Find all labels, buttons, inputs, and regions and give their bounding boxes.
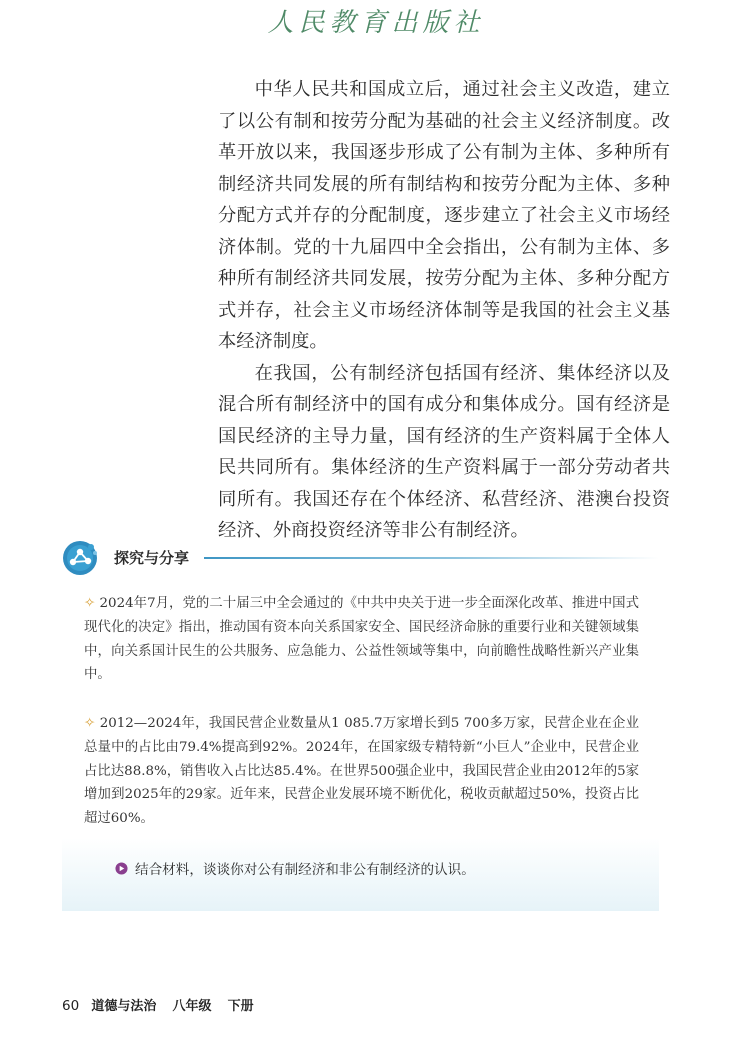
publisher-logo: 人民教育出版社: [267, 8, 485, 38]
material-1-text: 2024年7月，党的二十届三中全会通过的《中共中央关于进一步全面深化改革、推进中国式现代化的决定》指出，推动国有资本向关系国家安全、国民经济命脉的重要行业和关键领域集中，向关系国计民生的公共服务、应急能力、公益性领域等集中，向前瞻性战略性新兴产业集中。: [84, 596, 639, 683]
play-circle-icon: [115, 862, 128, 875]
section-divider: [204, 557, 659, 559]
discussion-prompt: 结合材料，谈谈你对公有制经济和非公有制经济的认识。: [135, 862, 475, 878]
page-number: 60: [62, 998, 80, 1014]
section-title: 探究与分享: [114, 549, 190, 567]
book-volume: 下册: [227, 999, 254, 1014]
section-header: [62, 540, 662, 576]
material-2-text: 2012—2024年，我国民营企业数量从1 085.7万家增长到5 700多万家，民营企业在企业总量中的占比由79.4%提高到92%。2024年，在国家级专精特新“小巨人”企业中，民营企业占比达88.8%，销售收入占比达85.4%。在世界500强企业中，我国民营企业由2012年的5家增加到2025年的29家。近年来，民营企业发展环境不断优化，税收贡献超过50%，投资占比超过60%。: [84, 716, 639, 827]
diamond-marker-icon: ✧: [84, 716, 96, 731]
book-grade: 八年级: [172, 999, 212, 1014]
material-2: [84, 712, 639, 831]
paragraph-1: 中华人民共和国成立后，通过社会主义改造，建立了以公有制和按劳分配为基础的社会主义经济制度。改革开放以来，我国逐步形成了公有制为主体、多种所有制经济共同发展的所有制结构和按劳分配为主体、多种分配方式并存的分配制度，逐步建立了社会主义市场经济体制。党的十九届四中全会指出，公有制为主体、多种所有制经济共同发展，按劳分配为主体、多种分配方式并存，社会主义市场经济体制等是我国的社会主义基本经济制度。: [218, 79, 670, 352]
material-1: [84, 592, 639, 687]
page-footer: [62, 995, 266, 1014]
molecule-icon: [62, 540, 98, 576]
book-subject: 道德与法治: [91, 999, 157, 1014]
diamond-marker-icon: ✧: [84, 596, 96, 611]
body-text: [218, 74, 670, 547]
paragraph-2: 在我国，公有制经济包括国有经济、集体经济以及混合所有制经济中的国有成分和集体成分。国有经济是国民经济的主导力量，国有经济的生产资料属于全体人民共同所有。集体经济的生产资料属于一部分劳动者共同所有。我国还存在个体经济、私营经济、港澳台投资经济、外商投资经济等非公有制经济。: [218, 362, 670, 541]
